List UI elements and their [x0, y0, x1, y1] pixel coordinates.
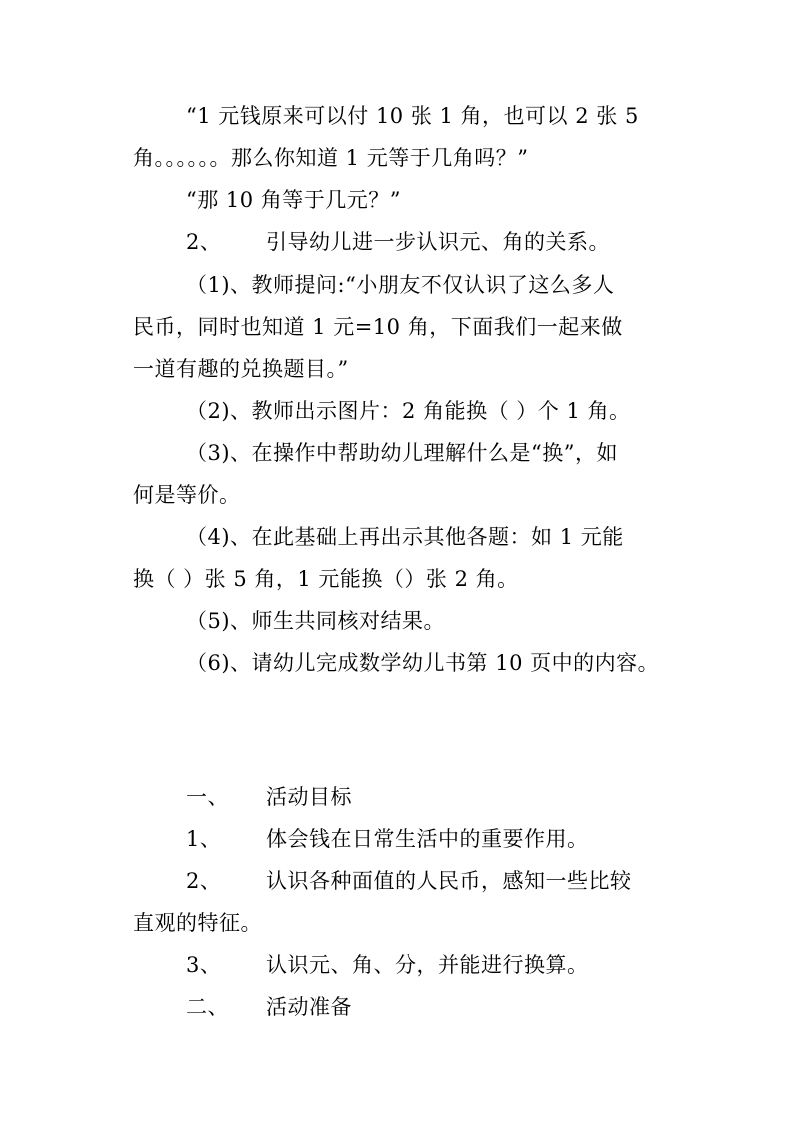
- goal-3-text: 认识元、角、分，并能进行换算。: [266, 953, 589, 977]
- item-1-line-3: 一道有趣的兑换题目。”: [133, 357, 349, 381]
- step-2-number: 2、: [186, 230, 222, 254]
- step-2-text: 引导幼儿进一步认识元、角的关系。: [266, 230, 610, 254]
- item-5: （5)、师生共同核对结果。: [186, 609, 446, 633]
- item-2: （2)、教师出示图片：2 角能换（ ）个 1 角。: [186, 399, 631, 423]
- goal-3-number: 3、: [186, 953, 222, 977]
- item-1-line-2: 民币，同时也知道 1 元=10 角，下面我们一起来做: [133, 315, 623, 339]
- quote-2: “那 10 角等于几元？”: [186, 188, 402, 212]
- quote-1-line-1: “1 元钱原来可以付 10 张 1 角，也可以 2 张 5: [186, 104, 639, 128]
- item-6: （6)、请幼儿完成数学幼儿书第 10 页中的内容。: [186, 651, 660, 675]
- section-two-title: 活动准备: [266, 995, 352, 1019]
- goal-2-number: 2、: [186, 869, 222, 893]
- item-3-line-1: （3)、在操作中帮助幼儿理解什么是“换”，如: [186, 441, 619, 465]
- goal-2-continuation: 直观的特征。: [133, 911, 262, 935]
- section-one-title: 活动目标: [266, 785, 352, 809]
- item-4-line-1: （4)、在此基础上再出示其他各题：如 1 元能: [186, 525, 624, 549]
- quote-1-line-2: 角。。。。。。那么你知道 1 元等于几角吗？”: [133, 146, 529, 170]
- item-4-line-2: 换（ ）张 5 角，1 元能换（）张 2 角。: [133, 567, 519, 591]
- item-3-line-2: 何是等价。: [133, 483, 241, 507]
- item-1-line-1: （1)、教师提问:“小朋友不仅认识了这么多人: [186, 273, 615, 297]
- goal-2-text: 认识各种面值的人民币，感知一些比较: [266, 869, 632, 893]
- goal-1-number: 1、: [186, 827, 222, 851]
- section-one-number: 一、: [186, 785, 229, 809]
- section-two-number: 二、: [186, 995, 229, 1019]
- goal-1-text: 体会钱在日常生活中的重要作用。: [266, 827, 589, 851]
